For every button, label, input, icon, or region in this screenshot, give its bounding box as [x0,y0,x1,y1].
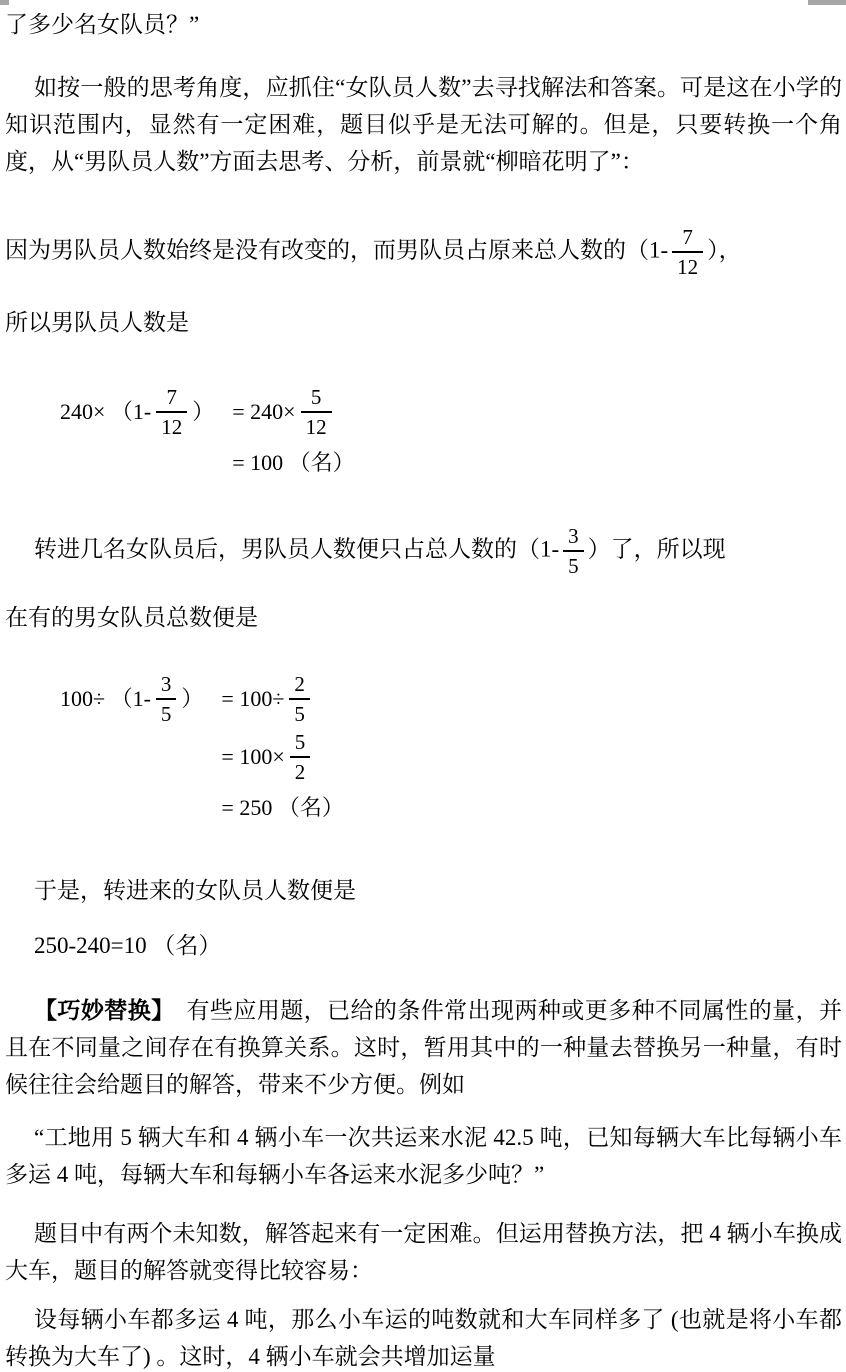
fraction-denominator: 12 [301,411,332,439]
fraction-denominator: 5 [156,698,177,726]
text-run: = 100÷ [221,686,285,712]
text-run: “工地用 5 辆大车和 4 辆小车一次共运来水泥 42.5 吨，已知每辆大车比每辆小车多运 4 吨，每辆大车和每辆小车各运来水泥多少吨？” [5,1125,842,1188]
p-subtraction [5,927,842,964]
text-run: 于是，转进来的女队员人数便是 [34,878,356,904]
p-so-male [5,304,842,341]
p-thus [5,872,842,909]
formula-rhs [221,670,343,830]
text-run: 设每辆小车都多运 4 吨，那么小车运的吨数就和大车同样多了 (也就是将小车都转换为大车了) 。这时，4 辆小车就会共增加运量 [5,1307,842,1370]
fraction-numerator: 7 [166,385,177,410]
p-after-transfer [5,523,842,579]
text-run: = 100 （名） [232,449,355,475]
text-run: ） [192,398,215,424]
text-run: 了多少名女队员？” [5,12,200,37]
formula-line [221,670,343,728]
formula-lhs [60,670,203,728]
text-run: = 250 （名） [221,795,344,821]
formula-line [221,786,343,830]
fraction-numerator: 5 [310,385,322,410]
text-run: 240× （1- [60,398,152,424]
fraction [301,385,332,439]
p-two-unknowns [5,1215,842,1289]
fraction-numerator: 3 [568,524,579,549]
text-run: ）， [707,237,742,263]
text-run: = 100× [221,744,285,770]
scan-artifact-top-right [808,0,846,5]
fraction [672,225,703,279]
p-because [5,224,842,280]
p-total-now [5,599,842,636]
fraction-numerator: 3 [160,672,172,697]
fraction [563,524,584,578]
text-run: 有些应用题，已给的条件常出现两种或更多种不同属性的量，并且在不同量之间存在有换算关系。这时，暂用其中的一种量去替换另一种量，有时候往往会给题目的解答，带来不少方便。例如 [5,998,843,1098]
fraction-denominator: 5 [563,550,584,578]
fraction-numerator: 5 [294,730,306,755]
formula-line [221,728,343,786]
fraction [289,672,310,726]
p-suppose [5,1301,842,1372]
content [5,6,842,1372]
fraction-denominator: 5 [289,698,310,726]
text-run: 250-240=10 （名） [34,933,222,959]
text-run: 100÷ （1- [60,686,151,712]
p-lead [5,6,842,43]
formula-line [232,441,354,485]
scan-artifact-top-left [0,0,9,5]
text-run: = 240× [232,398,296,424]
text-run: 如按一般的思考角度，应抓住“女队员人数”去寻找解法和答案。可是这在小学的知识范围内，显然有一定困难，题目似乎是无法可解的。但是，只要转换一个角度，从“男队员人数”方面去思考、分析，前景就“柳暗花明了”： [5,75,842,174]
fraction-denominator: 12 [156,411,187,439]
fraction [156,385,187,439]
text-run: 转进几名女队员后，男队员人数便只占总人数的（1- [34,536,560,562]
text-run: 在有的男女队员总数便是 [5,605,258,631]
text-run: 所以男队员人数是 [5,310,189,336]
text-run: 因为男队员人数始终是没有改变的，而男队员占原来总人数的（1- [5,237,669,263]
formula-line [232,383,354,441]
fraction-numerator: 7 [682,225,693,249]
formula-lhs [60,383,214,441]
p-approach [5,69,842,180]
formula-rhs [232,383,354,485]
section-label: 【巧妙替换】 [34,998,164,1024]
p-clever-sub [5,992,842,1103]
fraction [290,730,311,784]
text-run: ）了，所以现 [587,536,726,562]
fraction-denominator: 2 [290,756,311,784]
formula-male-count [60,383,842,485]
fraction-numerator: 2 [294,672,305,697]
text-run: 题目中有两个未知数，解答起来有一定困难。但运用替换方法，把 4 辆小车换成大车，题目的解答就变得比较容易： [5,1221,842,1284]
p-problem-cement [5,1119,842,1193]
fraction [156,672,177,726]
text-run: ） [181,686,204,712]
formula-total-count [60,670,842,830]
fraction-denominator: 12 [672,251,703,279]
